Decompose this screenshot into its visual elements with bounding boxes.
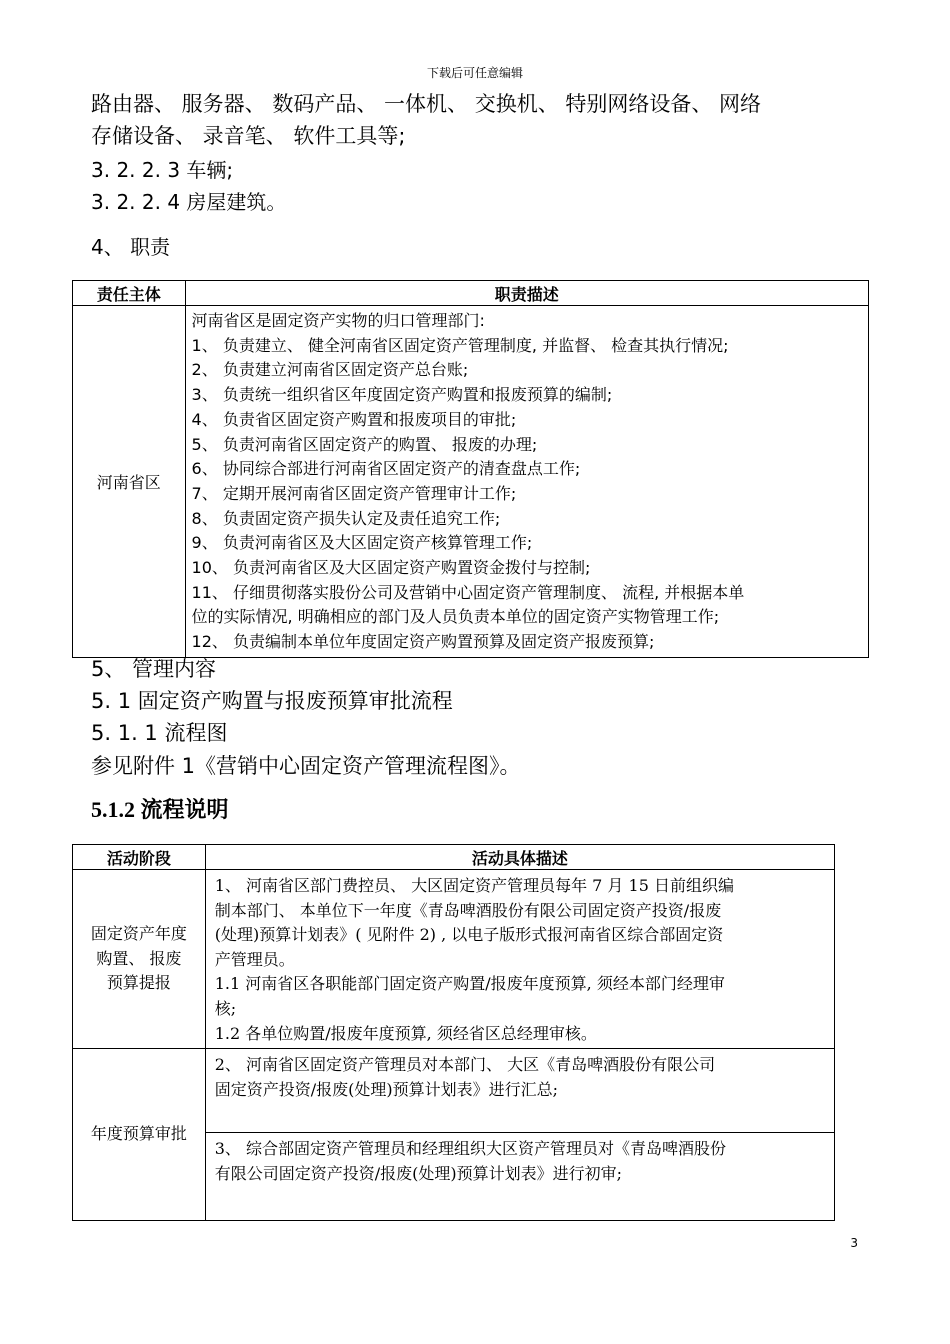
page-header: 下载后可任意编辑 xyxy=(426,66,523,80)
activity-description xyxy=(205,870,834,1049)
column-header-subject: 责任主体 xyxy=(73,281,186,306)
responsibility-description xyxy=(185,306,868,658)
intro-line-1: 路由器、 服务器、 数码产品、 一体机、 交换机、 特别网络设备、 网络 xyxy=(91,92,762,116)
desc-line: 9、 负责河南省区及大区固定资产核算管理工作; xyxy=(191,533,533,553)
desc-line: 核; xyxy=(214,998,237,1018)
desc-line: 产管理员。 xyxy=(214,949,295,969)
desc-line: 2、 河南省区固定资产管理员对本部门、 大区《青岛啤酒股份有限公司 xyxy=(214,1055,716,1075)
activity-description xyxy=(205,1049,834,1133)
table-row xyxy=(73,1049,835,1133)
desc-line: 4、 负责省区固定资产购置和报废项目的审批; xyxy=(191,409,517,429)
desc-line: 1.2 各单位购置/报废年度预算, 须经省区总经理审核。 xyxy=(214,1023,597,1043)
desc-line: 8、 负责固定资产损失认定及责任追究工作; xyxy=(191,508,501,528)
desc-line: 5、 负责河南省区固定资产的购置、 报废的办理; xyxy=(191,434,538,454)
desc-line: 3、 负责统一组织省区年度固定资产购置和报废预算的编制; xyxy=(191,385,613,405)
desc-line: 位的实际情况, 明确相应的部门及人员负责本单位的固定资产实物管理工作; xyxy=(191,607,720,627)
table-row xyxy=(73,870,835,1049)
column-header-description: 职责描述 xyxy=(185,281,868,306)
desc-line: 2、 负责建立河南省区固定资产总台账; xyxy=(191,360,469,380)
desc-line: 6、 协同综合部进行河南省区固定资产的清查盘点工作; xyxy=(191,459,581,479)
desc-line: 1.1 河南省区各职能部门固定资产购置/报废年度预算, 须经本部门经理审 xyxy=(214,974,725,994)
desc-line: 有限公司固定资产投资/报废(处理)预算计划表》进行初审; xyxy=(214,1163,622,1183)
responsibility-subject: 河南省区 xyxy=(73,306,186,658)
section-5-1-2-heading: 5.1.2 流程说明 xyxy=(91,797,229,822)
desc-line: 12、 负责编制本单位年度固定资产购置预算及固定资产报废预算; xyxy=(191,632,655,652)
desc-line: 7、 定期开展河南省区固定资产管理审计工作; xyxy=(191,483,517,503)
responsibility-table xyxy=(72,280,869,658)
reference-text: 参见附件 1《营销中心固定资产管理流程图》。 xyxy=(91,754,521,778)
section-5-1-heading: 5. 1 固定资产购置与报废预算审批流程 xyxy=(91,689,453,713)
intro-line-2: 存储设备、 录音笔、 软件工具等; xyxy=(91,124,406,148)
item-3223: 3. 2. 2. 3 车辆; xyxy=(91,158,234,182)
desc-line: 10、 负责河南省区及大区固定资产购置资金拨付与控制; xyxy=(191,558,591,578)
desc-line: 11、 仔细贯彻落实股份公司及营销中心固定资产管理制度、 流程, 并根据本单 xyxy=(191,582,745,602)
section-5-heading: 5、 管理内容 xyxy=(91,657,217,681)
table-header-row xyxy=(73,845,835,870)
process-table xyxy=(72,844,835,1221)
desc-line: 制本部门、 本单位下一年度《青岛啤酒股份有限公司固定资产投资/报废 xyxy=(214,900,722,920)
desc-line: 3、 综合部固定资产管理员和经理组织大区资产管理员对《青岛啤酒股份 xyxy=(214,1139,726,1159)
desc-line: (处理)预算计划表》( 见附件 2) , 以电子版形式报河南省区综合部固定资 xyxy=(214,925,724,945)
desc-line: 河南省区是固定资产实物的归口管理部门: xyxy=(191,311,485,330)
column-header-activity: 活动具体描述 xyxy=(205,845,834,870)
desc-line: 1、 河南省区部门费控员、 大区固定资产管理员每年 7 月 15 日前组织编 xyxy=(214,876,734,895)
section-4-heading: 4、 职责 xyxy=(91,235,171,259)
table-row xyxy=(73,306,869,658)
column-header-stage: 活动阶段 xyxy=(73,845,206,870)
stage-annual-budget-approval: 年度预算审批 xyxy=(73,1049,206,1221)
activity-description xyxy=(205,1133,834,1221)
desc-line: 1、 负责建立、 健全河南省区固定资产管理制度, 并监督、 检查其执行情况; xyxy=(191,335,729,355)
desc-line: 固定资产投资/报废(处理)预算计划表》进行汇总; xyxy=(214,1079,558,1099)
table-header-row xyxy=(73,281,869,306)
stage-budget-submission: 固定资产年度 购置、 报废 预算提报 xyxy=(73,870,206,1049)
item-3224: 3. 2. 2. 4 房屋建筑。 xyxy=(91,190,287,214)
page-number: 3 xyxy=(850,1236,858,1250)
section-5-1-1-heading: 5. 1. 1 流程图 xyxy=(91,721,228,745)
